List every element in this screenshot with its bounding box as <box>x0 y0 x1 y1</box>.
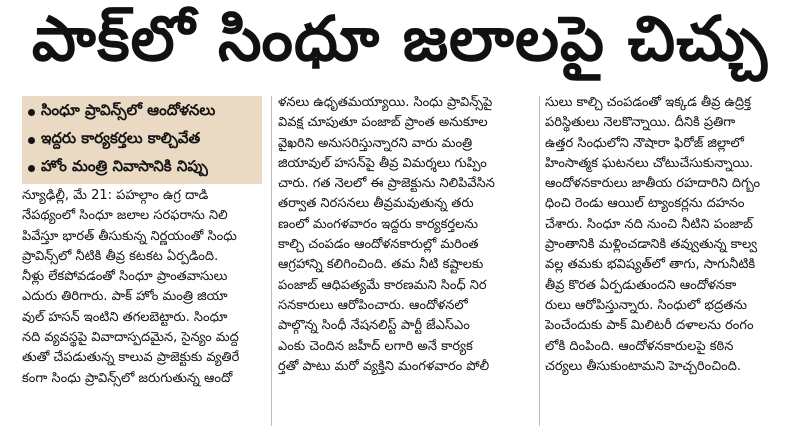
text-line: సనకారులు ఆరోపించారు. ఆందోళనలో <box>278 297 468 313</box>
text-line: పాల్గొన్న సింధీ నేషనలిస్ట్ పార్టీ జేఎస్ఎం <box>278 318 470 334</box>
text-line: ధించి రెండు ఆయిల్ ట్యాంకర్లను దహనం <box>545 196 745 212</box>
text-line: తుతో చేపడుతున్న కాలువ ప్రాజెక్టుకు వ్యతిరే <box>22 350 240 366</box>
article-column-3 <box>545 93 795 377</box>
text-line: తర్వాత నిరసనలు తీవ్రమవుతున్న తరు <box>278 196 474 212</box>
text-line: ణంలో మంగళవారం ఇద్దరు కార్యకర్తలను <box>278 216 478 232</box>
text-line: చర్యలు తీసుకుంటామని హెచ్చరించింది. <box>545 358 742 374</box>
text-line: పరిస్థితులు నెలకొన్నాయి. దీనికి ప్రతిగా <box>545 115 736 131</box>
text-line: కంగా సింధు ప్రావిన్స్‌లో జరుగుతున్న ఆందో <box>22 370 233 386</box>
highlight-text: హోం మంత్రి నివాసానికి నిప్పు <box>41 157 208 175</box>
text-line: వివక్ష చూపుతూ పంజాబ్ ప్రాంత అనుకూల <box>278 115 488 131</box>
text-line: పంజాబ్ ఆధిపత్యమే కారణమని సింధ్ నిర <box>278 277 487 293</box>
text-line: వుల్ హసన్ ఇంటిని తగలబెట్టారు. సింధూ <box>22 309 228 325</box>
text-line: ఉత్తర సింధులోని నౌషారా ఫిరోజ్ జిల్లాలో <box>545 135 744 151</box>
text-line: ఆందోళనకారులు జాతీయ రహదారిని దిగ్బం <box>545 176 761 192</box>
text-line: న్యూఢిల్లీ, మే 21: పహల్గాం ఉగ్ర దాడి <box>22 188 209 203</box>
bullet-icon <box>28 137 35 144</box>
highlight-item <box>28 157 256 179</box>
column-divider <box>539 96 540 426</box>
text-line: పెంచేందుకు పాక్ మిలిటరీ దళాలను రంగం <box>545 318 754 334</box>
highlights-box <box>22 96 262 184</box>
text-line: హింసాత్మక ఘటనలు చోటుచేసుకున్నాయి. <box>545 155 754 171</box>
text-line: ప్రావిన్స్‌లో నీటికి తీవ్ర కటకట ఏర్పడింది. <box>22 248 219 264</box>
bullet-icon <box>28 165 35 172</box>
highlight-text: సింధూ ప్రావిన్స్‌లో ఆందోళనలు <box>41 101 216 119</box>
text-line: వల్ల తమకు భవిష్యత్‌లో తాగు, సాగునీటికి <box>545 257 756 273</box>
highlight-item <box>28 101 256 123</box>
article-column-2 <box>278 93 533 377</box>
text-line: చారు. గత నెలలో ఈ ప్రాజెక్టును నిలిపివేసిన <box>278 176 495 192</box>
text-line: నది వ్యవస్థపై వివాదాస్పదమైన, సైన్యం మద్ద <box>22 330 239 346</box>
text-line: తీవ్ర కొరత ఏర్పడుతుందని ఆందోళనకా <box>545 277 737 293</box>
text-line: పివేస్తూ భారత్ తీసుకున్న నిర్ణయంతో సింధు <box>22 228 237 244</box>
text-line: ర్తతో పాటు మరో వ్యక్తిని మంగళవారం పోలీ <box>278 358 490 374</box>
text-line: ఎంకు చెందిన జహీద్ లగారి అనే కార్యక <box>278 338 473 354</box>
highlight-text: ఇద్దరు కార్యకర్తలు కాల్చివేత <box>41 129 201 147</box>
text-line: సులు కాల్చి చంపడంతో ఇక్కడ తీవ్ర ఉద్రిక్త <box>545 95 751 110</box>
highlight-item <box>28 129 256 151</box>
text-line: చేశారు. సింధూ నది నుంచి నీటిని పంజాబ్ <box>545 216 753 232</box>
text-line: నేపథ్యంలో సింధూ జలాల సరఫరాను నిలి <box>22 208 228 224</box>
bullet-icon <box>28 109 35 116</box>
text-line: వైఖరిని అనుసరిస్తున్నారని వారు మంత్రి <box>278 135 473 151</box>
text-line: లోకి దింపింది. ఆందోళనకారులపై కఠిన <box>545 338 734 354</box>
article-column-1 <box>22 186 267 389</box>
text-line: ఎదురు తిరిగారు. పాక్ హోం మంత్రి జియా <box>22 289 228 305</box>
text-line: నీళ్లు లేకపోవడంతో సింధూ ప్రాంతవాసులు <box>22 269 228 285</box>
headline: పాక్‌లో సింధూ జలాలపై చిచ్చు <box>31 2 769 75</box>
text-line: ప్రాంతానికి మళ్లించడానికి తవ్వుతున్న కాల్వ <box>545 237 758 253</box>
text-line: ఆగ్రహాన్ని కలిగించింది. తమ నీటి కష్టాలకు <box>278 257 484 273</box>
text-line: ళనలు ఉధృతమయ్యాయి. సింధు ప్రావిన్స్‌పై <box>278 95 493 110</box>
column-divider <box>271 96 272 426</box>
text-line: రులు ఆరోపిస్తున్నారు. సింధులో భద్రతను <box>545 297 748 313</box>
text-line: జియావుల్ హసన్‌పై తీవ్ర విమర్శలు గుప్పిం <box>278 155 487 171</box>
text-line: కాల్చి చంపడం ఆందోళనకారుల్లో మరింత <box>278 237 479 253</box>
